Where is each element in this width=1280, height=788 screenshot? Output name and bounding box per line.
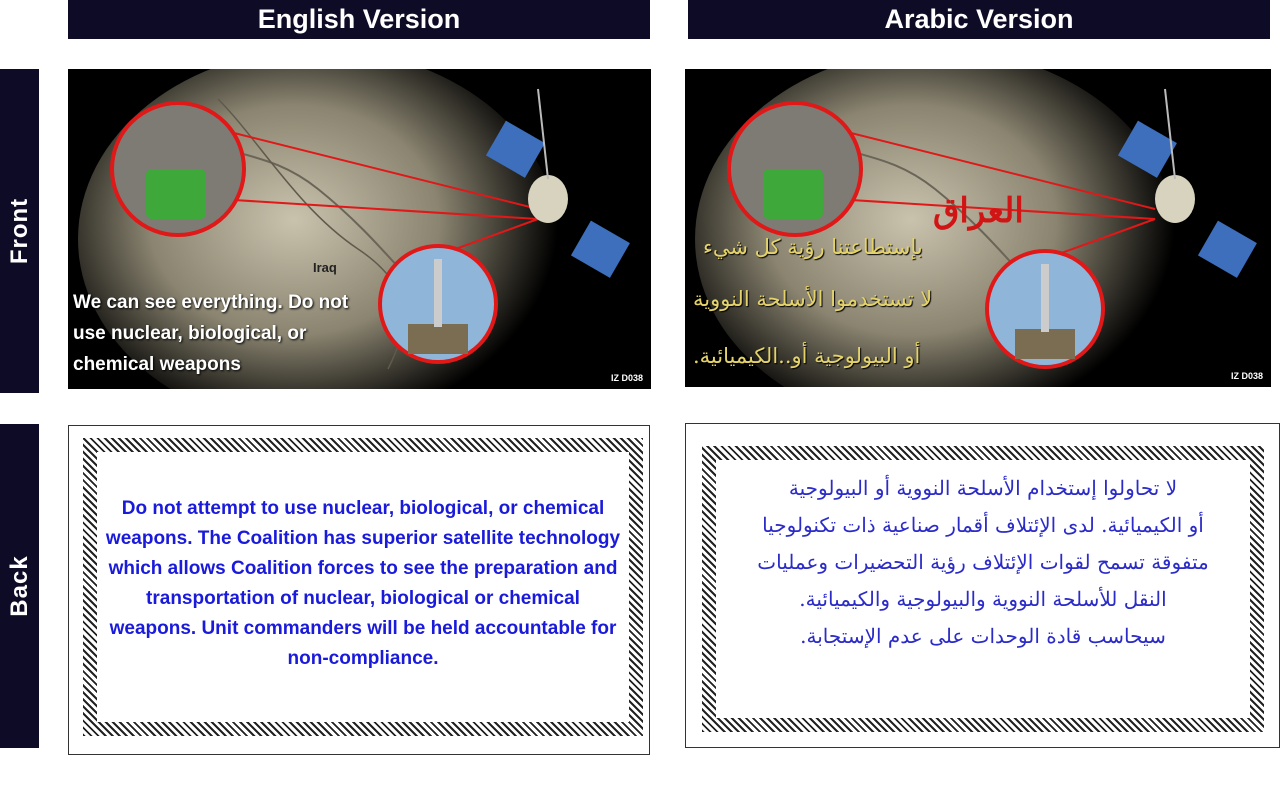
arabic-front-title: العراق	[933, 191, 1024, 231]
barrel-icon	[146, 169, 206, 219]
decorative-border	[702, 446, 1264, 732]
english-back-leaflet	[68, 425, 650, 755]
english-front-caption: We can see everything. Do not use nuclear, biological, or chemical weapons	[73, 292, 349, 375]
english-leaflet-code: IZ D038	[610, 373, 643, 383]
front-label-text: Front	[5, 197, 33, 265]
arabic-front-leaflet	[685, 69, 1271, 387]
english-back-message: Do not attempt to use nuclear, biological, or chemical weapons. The Coalition has superior satellite technology which allows Coalition forces to see the preparation and transportation of nuclear, biological or chemical weapons. Unit commanders will be held accountable for non-compliance.	[105, 498, 621, 669]
arabic-back-line-2: أو الكيميائية. لدى الإئتلاف أقمار صناعية ذات تكنولوجيا	[762, 513, 1204, 537]
arabic-back-message	[716, 460, 1250, 655]
english-front-leaflet	[68, 69, 651, 389]
decorative-border	[83, 438, 643, 736]
arabic-back-line-3: متفوقة تسمح لقوات الإئتلاف رؤية التحضيرات وعمليات	[757, 550, 1209, 574]
front-side-label	[0, 69, 39, 393]
arabic-back-line-5: سيحاسب قادة الوحدات على عدم الإستجابة.	[800, 624, 1166, 648]
english-back-text-area	[97, 452, 629, 722]
back-label-text: Back	[5, 555, 33, 617]
arabic-back-leaflet	[685, 423, 1280, 748]
map-label-iraq: Iraq	[313, 260, 337, 275]
arabic-back-line-1: لا تحاولوا إستخدام الأسلحة النووية أو البيولوجية	[788, 476, 1178, 500]
english-version-header: English Version	[68, 0, 650, 39]
arabic-version-header: Arabic Version	[688, 0, 1270, 39]
barrel-icon	[763, 169, 823, 219]
back-side-label	[0, 424, 39, 748]
arabic-leaflet-code: IZ D038	[1230, 371, 1263, 381]
arabic-front-line-3: أو البيولوجية أو..الكيميائية.	[693, 344, 921, 368]
arabic-front-line-2: لا تستخدموا الأسلحة النووية	[693, 287, 933, 311]
arabic-back-line-4: النقل للأسلحة النووية والبيولوجية والكيميائية.	[799, 587, 1167, 611]
arabic-front-line-1: بإستطاعتنا رؤية كل شيء	[703, 235, 923, 259]
arabic-back-text-area	[716, 460, 1250, 718]
